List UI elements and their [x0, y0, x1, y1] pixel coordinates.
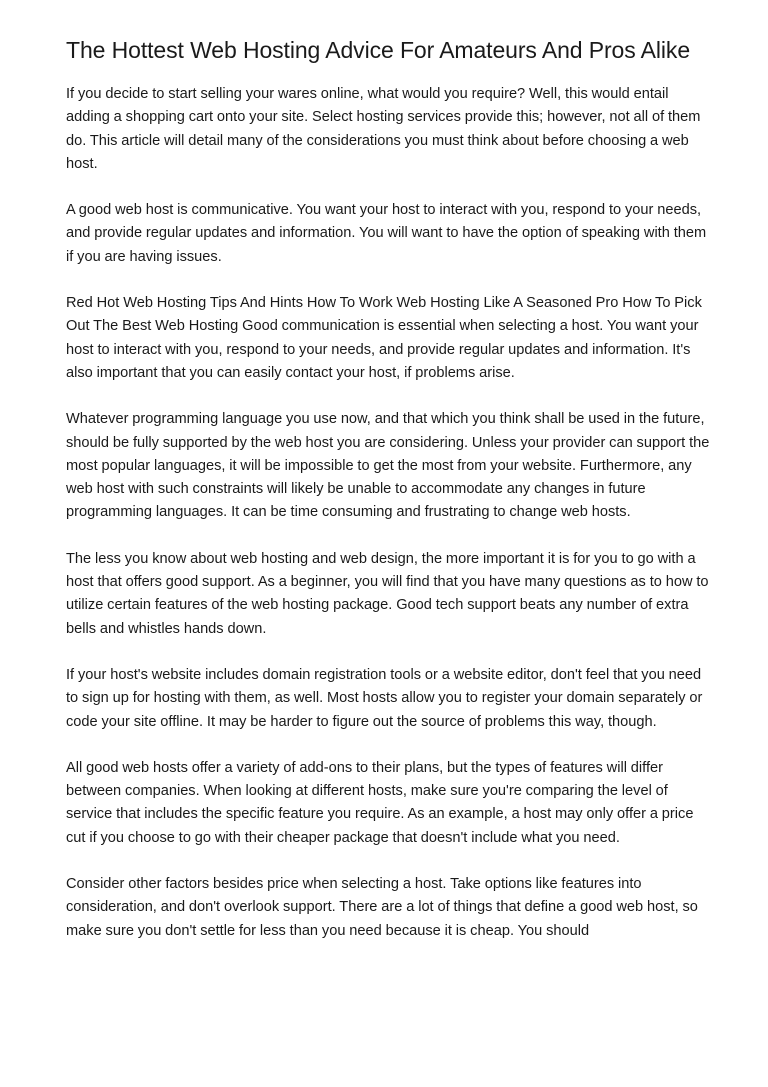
paragraph-2: A good web host is communicative. You want your host to interact with you, respond to your needs, and provide regular updates and information. You will want to have the option of speaking with them if you are having issues.	[66, 202, 707, 265]
paragraph-5: The less you know about web hosting and web design, the more important it is for you to go with a host that offers good support. As a beginner, you will find that you have many questions as to how to utilize certain features of the web hosting package. Good tech support beats any number of extra bells and whistles hands down.	[66, 550, 709, 637]
paragraph-7: All good web hosts offer a variety of add-ons to their plans, but the types of features will differ between companies. When looking at different hosts, make sure you're comparing the level of service that includes the specific feature you require. As an example, a host may only offer a price cut if you choose to go with their cheaper package that doesn't include what you need.	[66, 759, 694, 846]
paragraph-8: Consider other factors besides price when selecting a host. Take options like features into consideration, and don't overlook support. There are a lot of things that define a good web host, so make sure you don't settle for less than you need because it is cheap. You should	[66, 876, 698, 939]
document-page	[66, 38, 714, 966]
paragraph-3: Red Hot Web Hosting Tips And Hints How To Work Web Hosting Like A Seasoned Pro How To Pick Out The Best Web Hosting Good communication is essential when selecting a host. You want your host to interact with you, respond to your needs, and provide regular updates and information. It's also important that you can easily contact your host, if problems arise.	[66, 295, 702, 381]
document-title: The Hottest Web Hosting Advice For Amateurs And Pros Alike	[66, 37, 691, 63]
paragraph-6: If your host's website includes domain registration tools or a website editor, don't feel that you need to sign up for hosting with them, as well. Most hosts allow you to register your domain separately or code your site offline. It may be harder to figure out the source of problems this way, though.	[66, 666, 703, 730]
paragraph-4: Whatever programming language you use now, and that which you think shall be used in the future, should be fully supported by the web host you are considering. Unless your provider can support the most popular languages, it will be impossible to get the most from your website. Furthermore, any web host with such constraints will likely be unable to accommodate any changes in future programming languages. It can be time consuming and frustrating to change web hosts.	[66, 411, 710, 521]
paragraph-1: If you decide to start selling your wares online, what would you require? Well, this would entail adding a shopping cart onto your site. Select hosting services provide this; however, not all of them do. This article will detail many of the considerations you must think about before choosing a web host.	[66, 86, 701, 172]
